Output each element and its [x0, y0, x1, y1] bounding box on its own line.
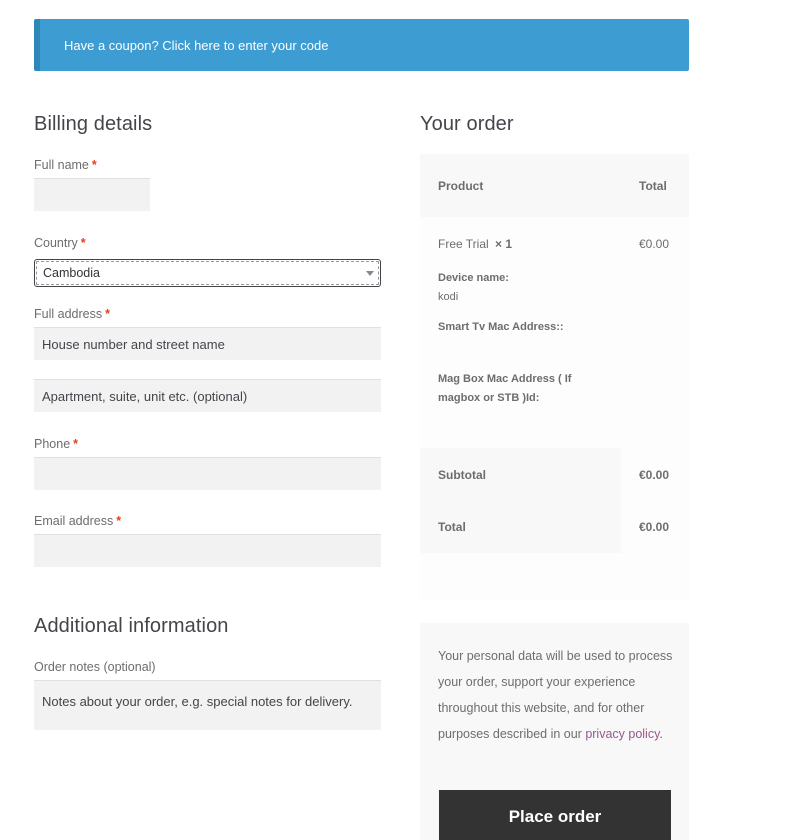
phone-field[interactable]: [34, 457, 381, 490]
required-mark: *: [73, 437, 79, 451]
total-value: €0.00: [639, 520, 670, 534]
order-notes-field[interactable]: [34, 680, 381, 730]
coupon-notice[interactable]: [34, 19, 689, 71]
coupon-link[interactable]: Have a coupon? Click here to enter your code: [64, 37, 329, 53]
additional-info-title: Additional information: [34, 615, 229, 637]
email-label: [34, 514, 121, 528]
product-column-header: Product: [438, 179, 484, 193]
phone-label-text: Phone: [34, 437, 71, 451]
privacy-policy-link[interactable]: privacy policy: [585, 727, 660, 741]
subtotal-value: €0.00: [639, 468, 670, 482]
meta-device-label: Device name:: [438, 272, 509, 284]
country-select-value: Cambodia: [43, 266, 100, 280]
email-field[interactable]: [34, 534, 381, 567]
meta-smart-tv-mac-label: Smart Tv Mac Address::: [438, 321, 564, 333]
privacy-text-after: .: [659, 727, 663, 741]
street-address-field[interactable]: [34, 327, 381, 360]
subtotal-label: Subtotal: [438, 468, 486, 482]
required-mark: *: [91, 158, 97, 172]
meta-device-value: kodi: [438, 291, 459, 303]
billing-title: Billing details: [34, 113, 153, 135]
full-name-label: [34, 158, 97, 172]
country-label: [34, 236, 86, 250]
item-total: €0.00: [639, 237, 670, 251]
country-label-text: Country: [34, 236, 78, 250]
item-quantity: × 1: [495, 237, 513, 251]
required-mark: *: [80, 236, 86, 250]
chevron-down-icon: [366, 271, 374, 276]
address-label: [34, 307, 110, 321]
email-label-text: Email address: [34, 514, 114, 528]
order-notes-label: Order notes (optional): [34, 660, 156, 674]
country-select[interactable]: [34, 259, 381, 287]
order-totals: [420, 448, 670, 553]
required-mark: *: [116, 514, 122, 528]
item-name: Free Trial: [438, 237, 489, 251]
privacy-text-before: Your personal data will be used to process your order, support your experience throughout this website, and for other purposes described in our: [438, 649, 673, 741]
order-title: Your order: [420, 113, 514, 135]
apartment-field[interactable]: [34, 379, 381, 412]
order-table-header: [420, 154, 689, 217]
phone-label: [34, 437, 78, 451]
total-column-header: Total: [639, 179, 667, 193]
full-name-label-text: Full name: [34, 158, 89, 172]
privacy-notice: [438, 643, 678, 747]
required-mark: *: [105, 307, 110, 321]
place-order-button[interactable]: Place order: [439, 790, 671, 840]
payment-box: [420, 623, 689, 840]
address-label-text: Full address: [34, 307, 103, 321]
full-name-field[interactable]: [34, 178, 150, 211]
meta-mag-box-mac-label: Mag Box Mac Address ( If magbox or STB )Id:: [438, 373, 572, 404]
total-label: Total: [438, 520, 466, 534]
